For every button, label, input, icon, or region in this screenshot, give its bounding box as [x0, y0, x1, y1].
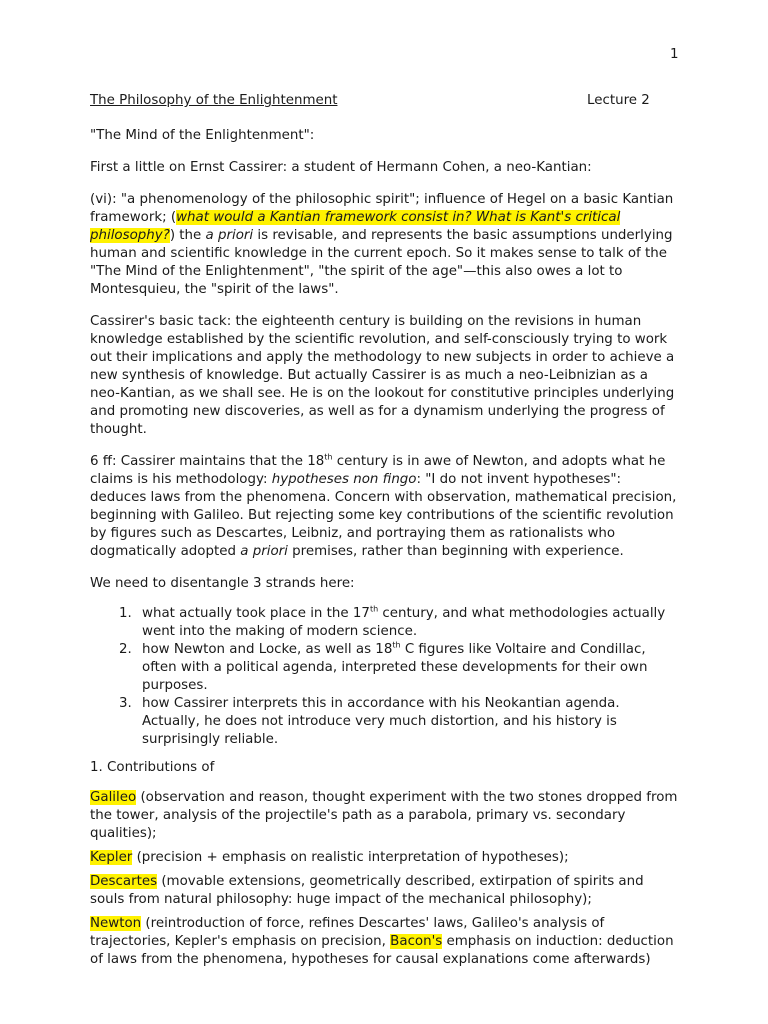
- contribution-newton: [90, 915, 680, 969]
- contribution-text: (precision + emphasis on realistic interpretation of hypotheses);: [132, 850, 569, 865]
- p1-text-a: (vi): "a phenomenology of the philosophic spirit"; influence of Hegel on a basic Kantian framework; (: [90, 192, 674, 225]
- list-item: [136, 641, 680, 695]
- name-kepler: Kepler: [90, 850, 133, 865]
- document-body: [90, 127, 680, 975]
- name-galileo: Galileo: [90, 790, 137, 805]
- contribution-galileo: [90, 789, 680, 843]
- name-descartes: Descartes: [90, 874, 158, 889]
- p1-text-b: ) the: [169, 228, 206, 243]
- list-item-superscript: th: [392, 640, 401, 650]
- contribution-text: (movable extensions, geometrically described, extirpation of spirits and souls from natural philosophy: huge impact of the mechanical philosophy);: [90, 874, 644, 907]
- name-bacon: Bacon's: [390, 934, 443, 949]
- intro-line: First a little on Ernst Cassirer: a student of Hermann Cohen, a neo-Kantian:: [90, 160, 592, 175]
- lecture-label: Lecture 2: [587, 93, 650, 108]
- highlighted-question: what would a Kantian framework consist in? What is Kant's critical philosophy?: [90, 210, 621, 243]
- list-item-text: how Newton and Locke, as well as 18: [142, 642, 393, 657]
- hypotheses-term: hypotheses non fingo: [271, 472, 417, 487]
- paragraph-2: Cassirer's basic tack: the eighteenth century is building on the revisions in human knowledge established by the scientific revolution, and self-consciously trying to work out their implications and apply the methodology to new subjects in order to achieve a new synthesis of knowledge. But actually Cassirer is as much a neo-Leibnizian as a neo-Kantian, as we shall see. He is on the lookout for constitutive principles underlying and promoting new discoveries, as well as for a dynamism underlying the progress of thought.: [90, 314, 675, 437]
- page-number: 1: [670, 47, 679, 62]
- p3-text-a: 6 ff: Cassirer maintains that the 18: [90, 454, 325, 469]
- p1-text-c: is revisable, and represents the basic assumptions underlying human and scientific knowledge in the current epoch. So it makes sense to talk of the "The Mind of the Enlightenment", "the spirit of the age"—this also owes a lot to Montesquieu, the "spirit of the laws".: [90, 228, 673, 297]
- contribution-text: (reintroduction of force, refines Descartes' laws, Galileo's analysis of trajectories, Kepler's emphasis on precision,: [90, 916, 605, 949]
- p3-text-d: premises, rather than beginning with experience.: [287, 544, 624, 559]
- contributions-heading: 1. Contributions of: [90, 760, 215, 775]
- p3-superscript: th: [324, 452, 333, 462]
- p3-text-b: century is in awe of Newton, and adopts what he claims is his methodology:: [90, 454, 666, 487]
- list-item-text: what actually took place in the 17: [142, 606, 370, 621]
- strands-list: [90, 605, 680, 749]
- contribution-kepler: [90, 849, 680, 867]
- p3-text-c: : "I do not invent hypotheses": deduces laws from the phenomena. Concern with observation, mathematical precision, beginning with Galileo. But rejecting some key contributions of the scientific revolution by figures such as Descartes, Leibniz, and portraying them as rationalists who dogmatically adopted: [90, 472, 677, 559]
- strands-intro: We need to disentangle 3 strands here:: [90, 576, 355, 591]
- list-item: [136, 695, 680, 749]
- paragraph-1: [90, 191, 680, 299]
- contribution-text: emphasis on induction: deduction of laws from the phenomena, hypotheses for causal explanations come afterwards): [90, 934, 674, 967]
- list-item-superscript: th: [369, 604, 379, 614]
- section-heading: "The Mind of the Enlightenment":: [90, 128, 315, 143]
- list-item-text: how Cassirer interprets this in accordance with his Neokantian agenda. Actually, he does not introduce very much distortion, and his history is surprisingly reliable.: [142, 696, 620, 747]
- list-item: [136, 605, 680, 641]
- list-item-text: century, and what methodologies actually went into the making of modern science.: [142, 606, 666, 639]
- paragraph-3: [90, 453, 680, 561]
- contribution-text: (observation and reason, thought experiment with the two stones dropped from the tower, analysis of the projectile's path as a parabola, primary vs. secondary qualities);: [90, 790, 678, 841]
- header-row: [90, 92, 670, 110]
- list-item-text: C figures like Voltaire and Condillac, often with a political agenda, interpreted these developments for their own purposes.: [142, 642, 648, 693]
- document-title: The Philosophy of the Enlightenment: [90, 93, 338, 108]
- contribution-descartes: [90, 873, 680, 909]
- name-newton: Newton: [90, 916, 142, 931]
- a-priori-term: a priori: [240, 544, 288, 559]
- a-priori-term: a priori: [205, 228, 254, 243]
